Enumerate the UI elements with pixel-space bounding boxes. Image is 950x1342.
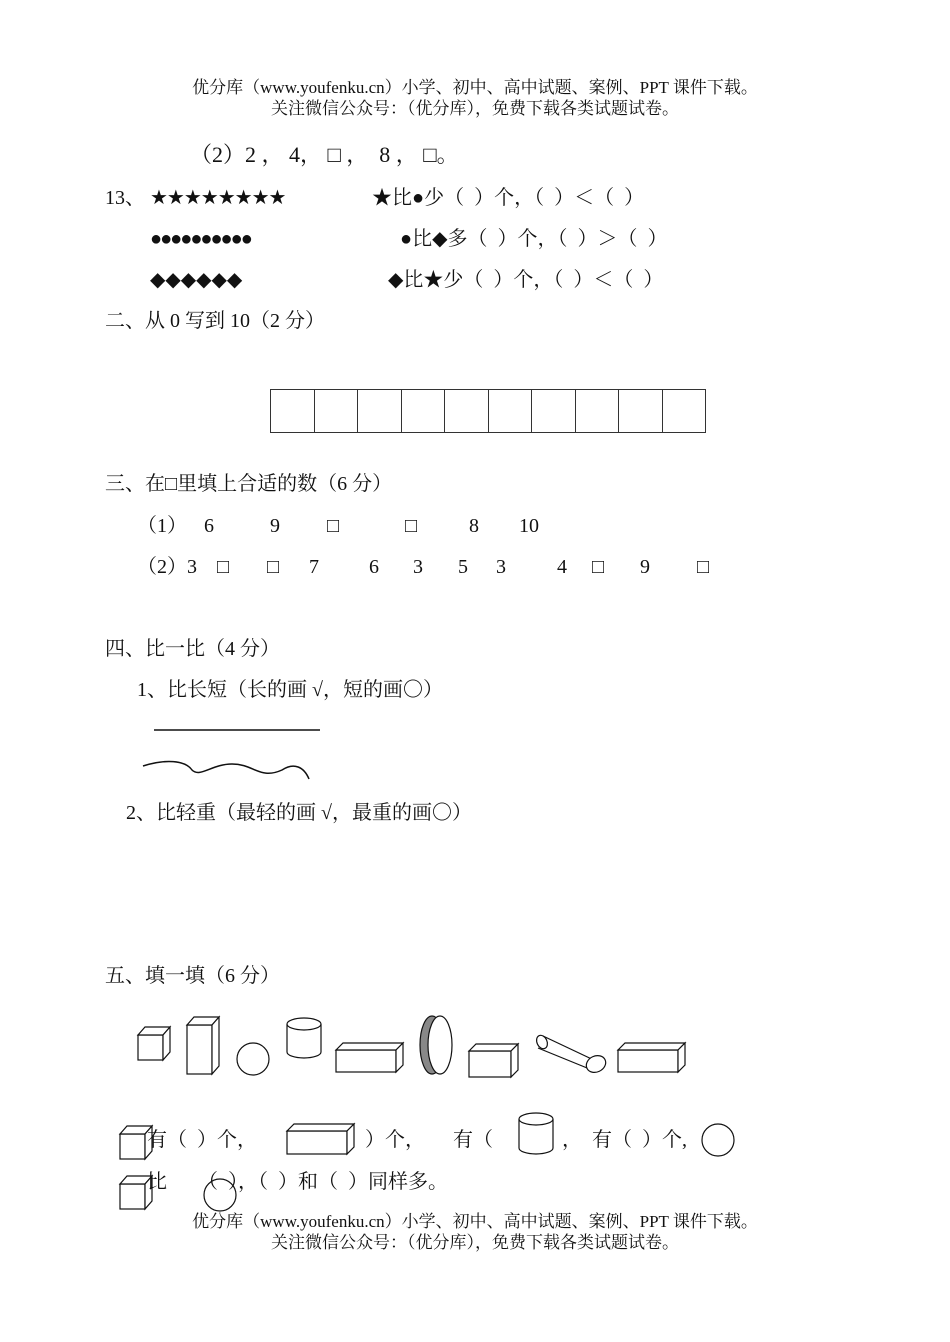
q13-dots-question: ●比◆多（ ）个，（ ）＞（ ）: [400, 228, 668, 250]
seq2-item: 5: [458, 556, 468, 578]
flat-cuboid-shape: [618, 1043, 685, 1072]
footer-line-1: 优分库（www.youfenku.cn）小学、初中、高中试题、案例、PPT 课件下载。: [192, 1212, 758, 1231]
compare-length-question: 1、比长短（长的画 √，短的画〇）: [137, 679, 443, 701]
seq2-item: （2）3: [137, 556, 197, 578]
seq2-blank[interactable]: □: [267, 556, 280, 578]
seq1-item: 8: [469, 515, 479, 537]
q13-stars: ★★★★★★★★: [150, 187, 286, 209]
seq1-item: 10: [519, 515, 539, 537]
fill-line-1b: ）个，: [365, 1129, 425, 1151]
compare-weight-question: 2、比轻重（最轻的画 √，最重的画〇）: [126, 802, 472, 824]
tall-cuboid-shape: [187, 1017, 219, 1074]
seq2-item: 9: [640, 556, 650, 578]
q13-label: 13、: [105, 187, 145, 209]
seq2-blank[interactable]: □: [592, 556, 605, 578]
fill-line-1c: 有（: [453, 1129, 493, 1151]
fill-line-1a: 有（ ）个，: [147, 1129, 257, 1151]
sphere-shape: [237, 1043, 269, 1075]
fill-line-2b: （ ），（ ）和（ ）同样多。: [198, 1171, 448, 1193]
fill-line-1d: ，: [562, 1129, 582, 1151]
cylinder-icon: [519, 1113, 553, 1154]
flat-cuboid-icon: [287, 1124, 354, 1154]
footer-line-2: 关注微信公众号：（优分库），免费下载各类试题试卷。: [271, 1233, 679, 1252]
flat-cuboid-shape: [336, 1043, 403, 1072]
cylinder-shape: [287, 1018, 321, 1058]
seq1-item: 9: [270, 515, 280, 537]
seq2-blank[interactable]: □: [697, 556, 710, 578]
fill-line-2a: 比: [147, 1171, 167, 1193]
q13-diamonds: ◆◆◆◆◆◆: [150, 269, 243, 291]
seq1-blank[interactable]: □: [327, 515, 340, 537]
section5-title: 五、填一填（6 分）: [105, 965, 280, 987]
section2-title: 二、从 0 写到 10（2 分）: [105, 310, 325, 332]
header-line-1: 优分库（www.youfenku.cn）小学、初中、高中试题、案例、PPT 课件下载。: [192, 78, 758, 97]
seq2-item: 4: [557, 556, 567, 578]
cuboid-shape: [469, 1044, 518, 1077]
seq2-item: 3: [413, 556, 423, 578]
cube-shape: [138, 1027, 170, 1060]
section3-title: 三、在□里填上合适的数（6 分）: [105, 473, 393, 495]
q13-diamonds-question: ◆比★少（ ）个，（ ）＜（ ）: [388, 269, 664, 291]
seq2-blank[interactable]: □: [217, 556, 230, 578]
section4-title: 四、比一比（4 分）: [105, 638, 280, 660]
q13-stars-question: ★比●少（ ）个，（ ）＜（ ）: [372, 187, 645, 209]
seq2-item: 6: [369, 556, 379, 578]
q13-dots: ●●●●●●●●●●: [150, 228, 251, 250]
seq2-item: 7: [309, 556, 319, 578]
seq1-item: （1）: [137, 515, 187, 537]
q12-part2: （2）2 ， 4， □ ， 8 ， □。: [190, 142, 459, 167]
header-line-2: 关注微信公众号：（优分库），免费下载各类试题试卷。: [271, 99, 679, 118]
lying-cylinder-shape: [535, 1034, 609, 1076]
seq1-item: 6: [204, 515, 214, 537]
fill-line-1e: 有（ ）个,: [592, 1129, 687, 1151]
seq1-blank[interactable]: □: [405, 515, 418, 537]
seq2-item: 3: [496, 556, 506, 578]
disc-shape: [420, 1016, 452, 1074]
sphere-icon: [702, 1124, 734, 1156]
